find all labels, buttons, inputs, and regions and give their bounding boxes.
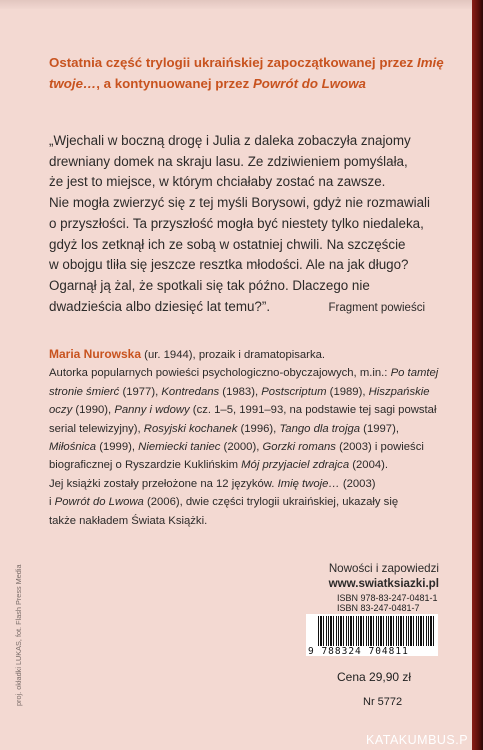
bio-text: (2006), dwie części trylogii ukraińskiej, ukazały się xyxy=(143,496,399,509)
bio-line xyxy=(49,456,449,474)
barcode-number: 9 788324 704811 xyxy=(308,646,409,657)
quote-line: „Wjechali w boczną drogę i Julia z daleka zobaczyła znajomy xyxy=(49,133,411,148)
quote-line: dwadzieścia albo dziesięć lat temu?”. xyxy=(49,298,271,314)
book-title: Powrót do Lwowa xyxy=(54,496,144,509)
bio-text: (1996), xyxy=(237,422,280,435)
bio-line xyxy=(49,364,449,382)
isbn-13: ISBN 978-83-247-0481-1 xyxy=(337,593,438,603)
bio-text: (2000), xyxy=(220,441,263,454)
bio-text: (1983), xyxy=(219,385,262,398)
book-title: Rosyjski kochanek xyxy=(143,422,238,435)
bio-text: (1977), xyxy=(119,385,162,398)
book-title: oczy xyxy=(49,404,73,417)
book-title: Tango dla trojga xyxy=(279,422,361,435)
web-url[interactable]: www.swiatksiazki.pl xyxy=(328,577,439,590)
isbn-10: ISBN 83-247-0481-7 xyxy=(337,603,420,613)
top-edge xyxy=(0,0,472,9)
bio-line: także nakładem Świata Książki. xyxy=(49,514,208,527)
bio-text: (1997), xyxy=(360,422,399,435)
quote-line: Ogarnął ją żal, że spotkali się tak późno. Dlaczego nie xyxy=(49,277,370,293)
book-title: Imię twoje… xyxy=(277,477,340,490)
bio-line xyxy=(49,401,449,419)
bio-text: serial telewizyjny), xyxy=(49,422,144,435)
bio-line xyxy=(49,475,449,493)
book-title: Miłośnica xyxy=(49,441,97,454)
price: Cena 29,90 zł xyxy=(337,670,412,684)
quote-line: że jest to miejsce, w którym chciałaby zostać na zawsze. xyxy=(49,174,386,190)
web-label: Nowości i zapowiedzi xyxy=(328,562,439,575)
book-title: Postscriptum xyxy=(261,385,327,398)
bio-text: (2003) xyxy=(339,477,376,490)
bio-text: biograficznej o Ryszardzie Kuklińskim xyxy=(49,459,242,472)
quote-line: drewniany domek na skraju lasu. Ze zdziwieniem pomyślała, xyxy=(49,153,408,169)
book-title: Panny i wdowy xyxy=(114,404,190,417)
bio-text: (ur. 1944), prozaik i dramatopisarka. xyxy=(141,349,326,361)
author-bio xyxy=(49,345,449,530)
bio-text: Autorka popularnych powieści psychologiczno-obyczajowych, m.in.: xyxy=(49,367,391,380)
bio-text: (2004). xyxy=(349,459,389,472)
spine-edge xyxy=(472,0,483,750)
bio-text: (1999), xyxy=(96,441,139,454)
bio-line xyxy=(49,438,449,456)
intro-title-2: Powrót do Lwowa xyxy=(252,76,366,91)
book-title: Mój przyjaciel zdrajca xyxy=(241,459,350,472)
publisher-web xyxy=(329,561,439,591)
quote-line: o przyszłości. Ta przyszłość mogła być niestety tylko niedaleka, xyxy=(49,215,424,231)
quote-line: Nie mogła zwierzyć się z tej myśli Borysowi, gdyż nie rozmawiali xyxy=(49,195,430,211)
isbn-block xyxy=(337,593,438,613)
quote-excerpt xyxy=(49,131,449,317)
bio-line xyxy=(49,345,449,364)
book-title: Niemiecki taniec xyxy=(138,441,221,454)
bio-line xyxy=(49,383,449,401)
book-title: Po tamtej xyxy=(390,367,439,380)
book-title: stronie śmierć xyxy=(49,385,120,398)
bio-line xyxy=(49,493,449,511)
cover-credits: proj. okładki LUKAS, fot. Flash Press Media xyxy=(14,564,23,706)
watermark: KATAKUMBUS.P xyxy=(366,733,469,747)
intro-blurb xyxy=(49,52,449,94)
intro-text-1: Ostatnia część trylogii ukraińskiej zapoczątkowanej przez xyxy=(49,55,414,70)
bio-text: i xyxy=(49,496,55,509)
book-title: Hiszpańskie xyxy=(368,385,430,398)
barcode-bars xyxy=(318,616,434,646)
bio-text: Jej książki zostały przełożone na 12 języków. xyxy=(49,477,278,490)
bio-text: (1989), xyxy=(326,385,369,398)
intro-title-1: Imię twoje… xyxy=(49,55,444,91)
book-title: Gorzki romans xyxy=(262,441,336,454)
catalog-number: Nr 5772 xyxy=(363,696,403,708)
quote-line: gdyż los zetknął ich ze sobą w ostatniej chwili. Na szczęście xyxy=(49,236,406,252)
quote-line: w obojgu tliła się jeszcze resztka młodości. Ale na jak długo? xyxy=(49,257,409,273)
bio-text: (cz. 1–5, 1991–93, na podstawie tej sagi powstał xyxy=(189,404,437,417)
bio-line xyxy=(49,420,449,438)
intro-text-2: , a kontynuowanej przez xyxy=(96,76,250,91)
barcode xyxy=(306,614,438,656)
quote-source: Fragment powieści xyxy=(328,302,425,314)
book-title: Kontredans xyxy=(161,385,220,398)
author-name: Maria Nurowska xyxy=(49,347,142,361)
bio-text: (1990), xyxy=(72,404,115,417)
bio-text: (2003) i powieści xyxy=(335,441,424,454)
